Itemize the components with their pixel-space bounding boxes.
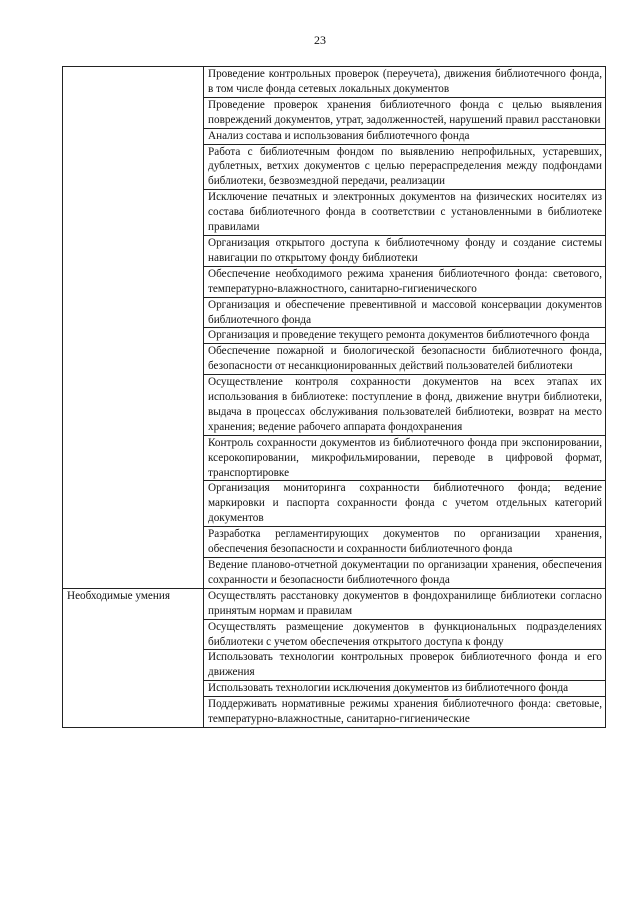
- table-cell: Обеспечение пожарной и биологической безопасности библиотечного фонда, безопасности от несанкционированных действий пользователей библиотеки: [204, 344, 606, 375]
- table-cell: Осуществлять расстановку документов в фондохранилище библиотеки согласно принятым нормам и правилам: [204, 588, 606, 619]
- table-cell: Организация и обеспечение превентивной и массовой консервации документов библиотечного фонда: [204, 297, 606, 328]
- table-row: [63, 67, 606, 98]
- table-cell: Обеспечение необходимого режима хранения библиотечного фонда: светового, температурно-влажностного, санитарно-гигиенического: [204, 266, 606, 297]
- page-number: 23: [314, 33, 326, 47]
- table-cell: Осуществлять размещение документов в функциональных подразделениях библиотеки с учетом обеспечения открытого доступа к фонду: [204, 619, 606, 650]
- competency-table: [62, 66, 606, 728]
- table-cell: Исключение печатных и электронных документов на физических носителях из состава библиотечного фонда в соответствии с установленными в библиотеке правилами: [204, 190, 606, 236]
- table-cell: Разработка регламентирующих документов по организации хранения, обеспечения безопасности и сохранности библиотечного фонда: [204, 527, 606, 558]
- table-cell: Осуществление контроля сохранности документов на всех этапах их использования в библиотеке: поступление в фонд, движение внутри библиотеки, выдача в процессах обслуживания пользователей библиотеки, возврат на место хранения; ведение рабочего аппарата фондохранения: [204, 375, 606, 436]
- section-label: Необходимые умения: [63, 588, 204, 727]
- table-cell: Поддерживать нормативные режимы хранения библиотечного фонда: световые, температурно-влажностные, санитарно-гигиенические: [204, 697, 606, 728]
- table-row: [63, 588, 606, 619]
- table-cell: Использовать технологии исключения документов из библиотечного фонда: [204, 681, 606, 697]
- table-cell: Использовать технологии контрольных проверок библиотечного фонда и его движения: [204, 650, 606, 681]
- table-cell: Анализ состава и использования библиотечного фонда: [204, 128, 606, 144]
- table-cell: Контроль сохранности документов из библиотечного фонда при экспонировании, ксерокопировании, микрофильмировании, переводе в цифровой формат, транспортировке: [204, 435, 606, 481]
- table-cell: Организация открытого доступа к библиотечному фонду и создание системы навигации по открытому фонду библиотеки: [204, 235, 606, 266]
- table-cell: Организация мониторинга сохранности библиотечного фонда; ведение маркировки и паспорта сохранности фонда с учетом отдельных категорий документов: [204, 481, 606, 527]
- table-cell: Ведение планово-отчетной документации по организации хранения, обеспечения сохранности и безопасности библиотечного фонда: [204, 558, 606, 589]
- section-label: [63, 67, 204, 589]
- table-cell: Проведение проверок хранения библиотечного фонда с целью выявления повреждений документов, утрат, задолженностей, нарушений правил расстановки: [204, 97, 606, 128]
- table-cell: Проведение контрольных проверок (переучета), движения библиотечного фонда, в том числе фонда сетевых локальных документов: [204, 67, 606, 98]
- table-cell: Организация и проведение текущего ремонта документов библиотечного фонда: [204, 328, 606, 344]
- table-cell: Работа с библиотечным фондом по выявлению непрофильных, устаревших, дублетных, ветхих документов с целью перераспределения между подфондами библиотеки, безвозмездной передачи, реализации: [204, 144, 606, 190]
